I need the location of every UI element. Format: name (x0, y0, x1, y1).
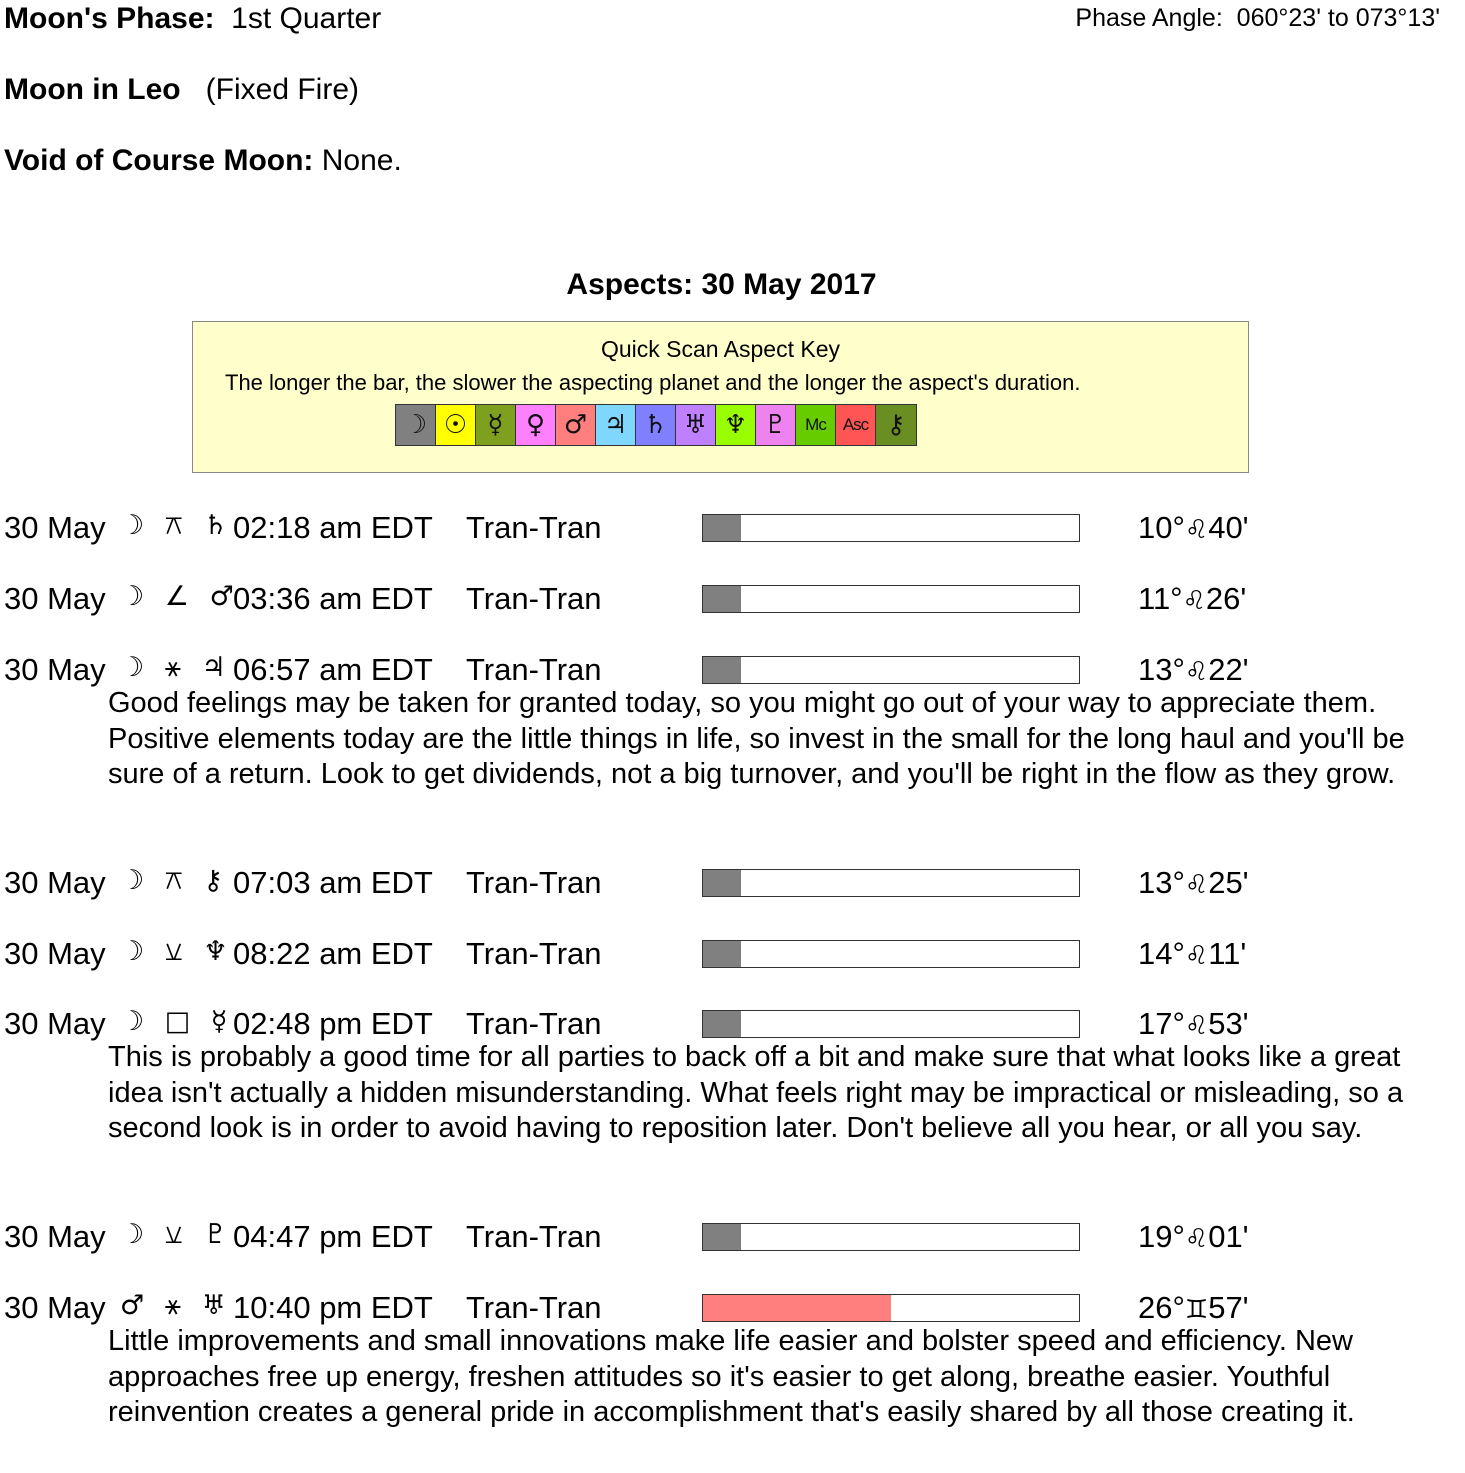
aspect-line (4, 936, 1444, 976)
neptune-icon: ♆ (716, 405, 756, 445)
moon-phase-line (4, 2, 381, 36)
aspect-position (1138, 510, 1249, 546)
aspect-date: 30 May (4, 936, 106, 971)
aspect-line (4, 652, 1444, 692)
key-title: Quick Scan Aspect Key (600, 336, 841, 362)
aspect-type: Tran-Tran (466, 936, 602, 971)
aspect-position (1138, 865, 1249, 901)
mercury-icon: ☿ (476, 405, 516, 445)
position-minutes: 57' (1208, 1290, 1249, 1325)
midheaven-icon: Mc (796, 405, 836, 445)
aspect-time: 02:48 pm EDT (233, 1006, 433, 1041)
jupiter-icon: ♃ (596, 405, 636, 445)
zodiac-sign-icon: ♌ (1184, 941, 1209, 971)
moon-phase-value: 1st Quarter (231, 2, 382, 35)
aspect-date: 30 May (4, 652, 106, 687)
position-degree: 19° (1138, 1219, 1185, 1254)
aspect-interpretation: Good feelings may be taken for granted today, so you might go out of your way to appreciate them. Positive elements today are the little things in life, so invest in the small for the long haul and you'll be sure of a return. Look to get dividends, not a big turnover, and you'll be right in the flow as they grow. (108, 687, 1405, 790)
zodiac-sign-icon: ♊ (1184, 1295, 1209, 1325)
aspect-date: 30 May (4, 1219, 106, 1254)
moon-sign-label: Moon in Leo (4, 73, 181, 106)
aspect-glyphs: ♂ ⚹ ♅ (120, 1290, 232, 1321)
duration-bar-fill (703, 1295, 891, 1321)
aspect-line (4, 865, 1444, 905)
chiron-icon: ⚷ (876, 405, 916, 445)
position-minutes: 26' (1205, 581, 1247, 616)
pluto-icon: ♇ (756, 405, 796, 445)
moon-sign-line (4, 73, 359, 107)
venus-icon: ♀ (516, 405, 556, 445)
duration-bar (702, 1010, 1080, 1038)
phase-angle (1075, 4, 1440, 33)
duration-bar (702, 585, 1080, 613)
saturn-icon: ♄ (636, 405, 676, 445)
aspect-entry (4, 510, 1444, 550)
voc-label: Void of Course Moon: (4, 144, 314, 177)
aspect-glyphs: ☽ ⚺ ♇ (120, 1219, 234, 1250)
aspect-interpretation: This is probably a good time for all parties to back off a bit and make sure that what looks like a great idea isn't actually a hidden misunderstanding. What feels right may be impractical or misleading, so a second look is in order to avoid having to reposition later. Don't believe all you hear, or all you say. (108, 1041, 1404, 1144)
aspect-position (1138, 1219, 1249, 1255)
planet-color-key (395, 404, 917, 446)
aspect-type: Tran-Tran (466, 652, 602, 687)
aspect-glyphs: ☽ ⚻ ♄ (120, 510, 234, 541)
aspect-time: 10:40 pm EDT (233, 1290, 433, 1325)
aspect-entry (4, 1290, 1444, 1431)
position-degree: 11° (1138, 581, 1183, 616)
aspect-time: 07:03 am EDT (233, 865, 433, 900)
position-degree: 10° (1138, 510, 1185, 545)
ascendant-icon: Asc (836, 405, 876, 445)
zodiac-sign-icon: ♌ (1182, 586, 1206, 616)
position-minutes: 53' (1208, 1006, 1249, 1041)
position-degree: 13° (1138, 652, 1185, 687)
aspects-title: Aspects: 30 May 2017 (566, 268, 877, 301)
aspect-type: Tran-Tran (466, 510, 602, 545)
duration-bar-fill (703, 1224, 741, 1250)
void-of-course-line (4, 144, 402, 178)
aspect-entry (4, 652, 1444, 793)
aspect-time: 06:57 am EDT (233, 652, 433, 687)
position-degree: 26° (1138, 1290, 1185, 1325)
duration-bar-fill (703, 941, 741, 967)
duration-bar (702, 1223, 1080, 1251)
zodiac-sign-icon: ♌ (1184, 515, 1209, 545)
key-description: The longer the bar, the slower the aspecting planet and the longer the aspect's duration. (225, 370, 1081, 395)
phase-angle-label: Phase Angle: (1075, 4, 1223, 32)
aspect-date: 30 May (4, 510, 106, 545)
aspect-entry (4, 1006, 1444, 1147)
aspect-date: 30 May (4, 1006, 106, 1041)
duration-bar (702, 1294, 1080, 1322)
position-minutes: 11' (1208, 936, 1247, 971)
duration-bar (702, 869, 1080, 897)
aspect-line (4, 1290, 1444, 1330)
duration-bar (702, 940, 1080, 968)
zodiac-sign-icon: ♌ (1184, 870, 1209, 900)
zodiac-sign-icon: ♌ (1184, 1224, 1209, 1254)
aspect-interpretation: Little improvements and small innovations make life easier and bolster speed and efficiency. New approaches free up energy, freshen attitudes so it's easier to get along, breathe easier. Youthful reinvention creates a general pride in accomplishment that's easily shared by all those creating it. (108, 1325, 1355, 1428)
phase-angle-value: 060°23' to 073°13' (1236, 4, 1440, 32)
aspect-date: 30 May (4, 865, 106, 900)
aspect-glyphs: ☽ □ ☿ (120, 1006, 234, 1037)
zodiac-sign-icon: ♌ (1184, 1011, 1209, 1041)
position-minutes: 01' (1208, 1219, 1249, 1254)
aspect-position (1138, 1290, 1249, 1326)
aspect-glyphs: ☽ ⚻ ⚷ (120, 865, 230, 896)
aspect-key-box (192, 321, 1249, 473)
position-minutes: 22' (1208, 652, 1249, 687)
aspect-entry (4, 865, 1444, 905)
aspect-position (1138, 581, 1246, 617)
uranus-icon: ♅ (676, 405, 716, 445)
aspect-position (1138, 652, 1249, 688)
aspect-date: 30 May (4, 581, 106, 616)
position-degree: 13° (1138, 865, 1185, 900)
aspect-time: 08:22 am EDT (233, 936, 433, 971)
aspect-position (1138, 1006, 1249, 1042)
aspect-date: 30 May (4, 1290, 106, 1325)
aspect-time: 04:47 pm EDT (233, 1219, 433, 1254)
position-degree: 14° (1138, 936, 1185, 971)
aspect-line (4, 1006, 1444, 1046)
aspect-glyphs: ☽ ⚺ ♆ (120, 936, 234, 967)
aspect-line (4, 581, 1444, 621)
aspect-entry (4, 581, 1444, 621)
duration-bar-fill (703, 1011, 741, 1037)
position-degree: 17° (1138, 1006, 1185, 1041)
aspect-entry (4, 936, 1444, 976)
duration-bar-fill (703, 586, 741, 612)
aspect-type: Tran-Tran (466, 1290, 602, 1325)
duration-bar-fill (703, 515, 741, 541)
aspect-glyphs: ☽ ⚹ ♃ (120, 652, 232, 683)
aspect-time: 03:36 am EDT (233, 581, 433, 616)
position-minutes: 25' (1208, 865, 1249, 900)
zodiac-sign-icon: ♌ (1184, 657, 1209, 687)
voc-value: None. (321, 144, 402, 177)
aspect-position (1138, 936, 1246, 972)
aspect-type: Tran-Tran (466, 1219, 602, 1254)
position-minutes: 40' (1208, 510, 1249, 545)
moon-phase-label: Moon's Phase: (4, 2, 215, 35)
aspect-time: 02:18 am EDT (233, 510, 433, 545)
sun-icon: ☉ (436, 405, 476, 445)
duration-bar (702, 514, 1080, 542)
aspect-glyphs: ☽ ∠ ♂ (120, 581, 240, 612)
aspect-type: Tran-Tran (466, 865, 602, 900)
aspect-entry (4, 1219, 1444, 1259)
aspect-type: Tran-Tran (466, 581, 602, 616)
mars-icon: ♂ (556, 405, 596, 445)
duration-bar (702, 656, 1080, 684)
aspect-type: Tran-Tran (466, 1006, 602, 1041)
aspect-line (4, 1219, 1444, 1259)
duration-bar-fill (703, 657, 741, 683)
moon-icon: ☽ (396, 405, 436, 445)
moon-sign-quality: (Fixed Fire) (205, 73, 359, 106)
aspect-line (4, 510, 1444, 550)
duration-bar-fill (703, 870, 741, 896)
